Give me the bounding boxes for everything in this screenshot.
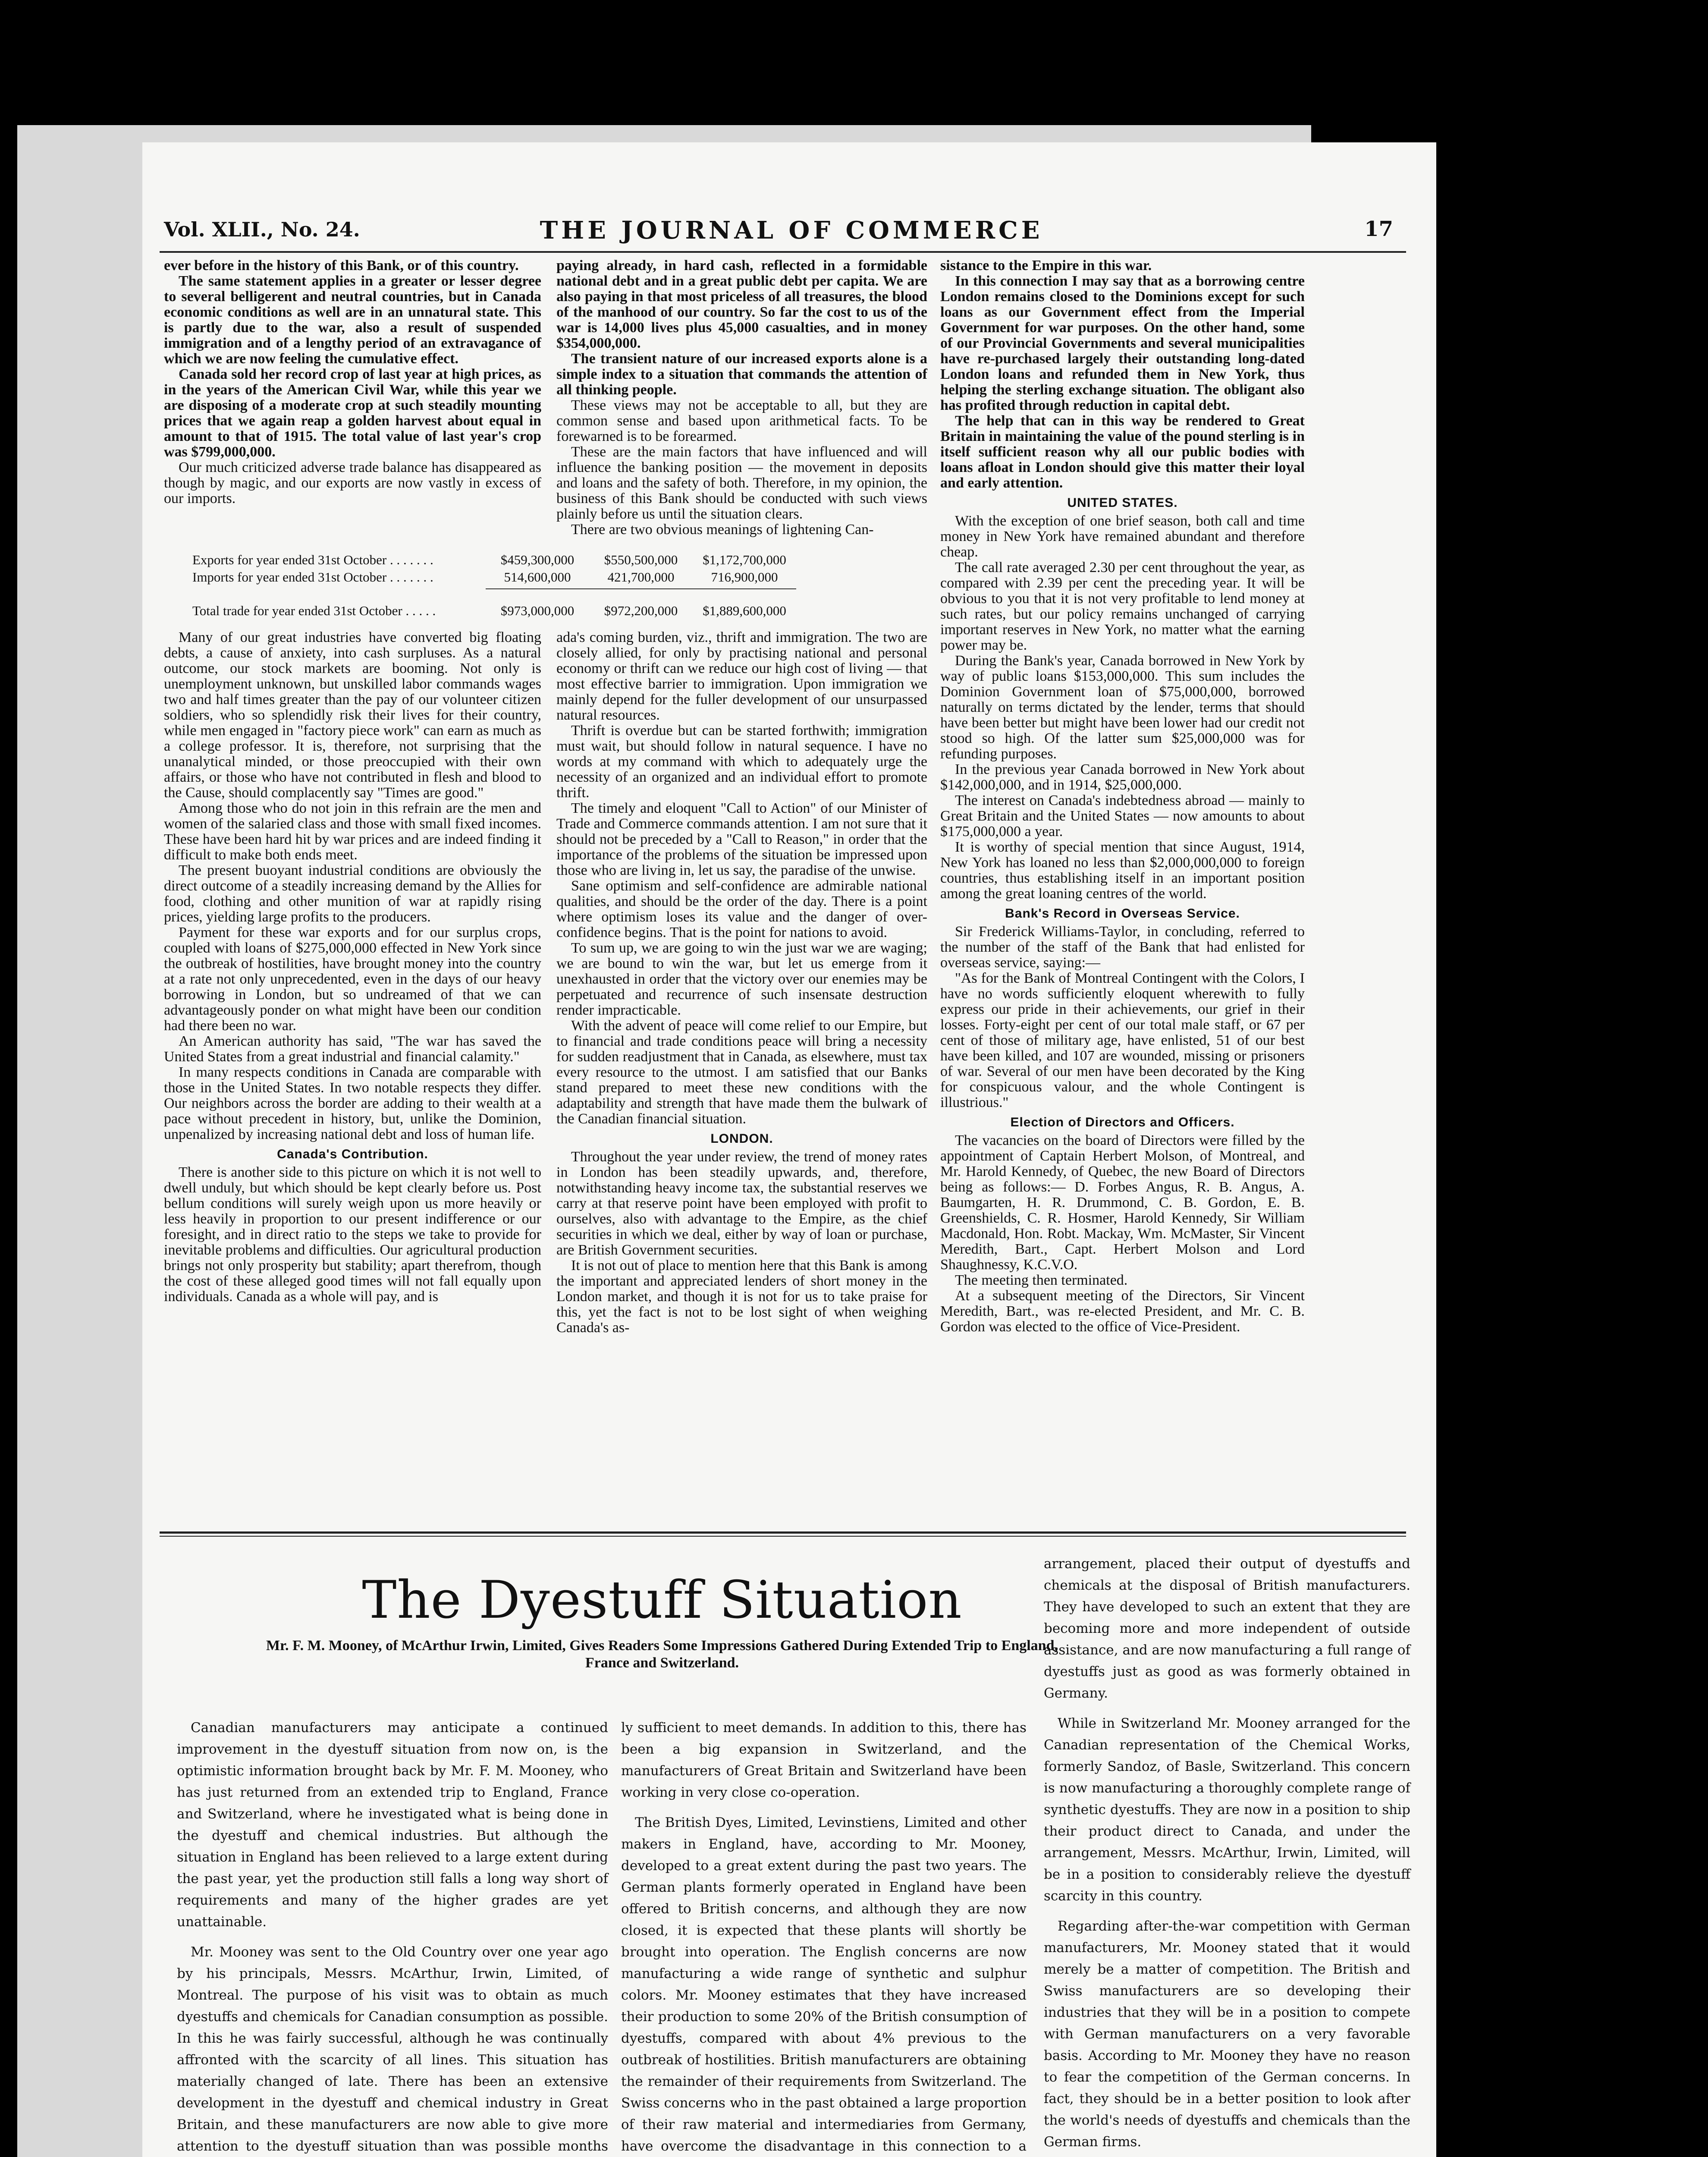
paragraph: The help that can in this way be rendered to Great Britain in maintaining the value of the pound sterling is in itself sufficient reason why all our public bodies with loans afloat in London should give this matter their loyal and early attention. xyxy=(940,413,1305,491)
paragraph: The British Dyes, Limited, Levinstiens, Limited and other makers in England, have, according to Mr. Mooney, developed to a great extent during the past two years. The German plants formerly operated in England have been offered to British concerns, and although they are now closed, it is expected that these plants will shortly be brought into operation. The English concerns are now manufacturing a wide range of synthetic and sulphur colors. Mr. Mooney estimates that they have increased their production to some 20% of the British consumption of dyestuffs, compared with about 4% previous to the outbreak of hostilities. British manufacturers are obtaining the remainder of their requirements from Switzerland. The Swiss concerns who in the past obtained a large proportion of their raw material and intermediaries from Germany, have overcome the disadvantage in this connection to a xyxy=(621,1815,1027,2154)
section-heading: Bank's Record in Overseas Service. xyxy=(1005,906,1240,921)
paragraph: Canadian manufacturers may anticipate a continued improvement in the dyestuff situation from now on, is the optimistic information brought back by Mr. F. M. Mooney, who has just returned from an extended trip to England, France and Switzerland, where he investigated what is being done in the dyestuff and chemical industries. But although the situation in England has been relieved to a large extent during the past year, yet the production still falls a long way short of requirements and many of the higher grades are yet unattainable. xyxy=(177,1720,608,1930)
paragraph: The call rate averaged 2.30 per cent throughout the year, as compared with 2.39 per cent the preceding year. It will be obvious to you that it is not very profitable to lend money at such rates, but our policy remains unchanged of carrying important reserves in New York, no matter what the earning power may be. xyxy=(940,560,1305,653)
paragraph: The timely and eloquent "Call to Action" of our Minister of Trade and Commerce commands attention. I am not sure that it should not be preceded by a "Call to Reason," in order that the importance of the problems of the situation be impressed upon those who are living in, let us say, the paradise of the unwise. xyxy=(556,800,927,878)
paragraph: arrangement, placed their output of dyestuffs and chemicals at the disposal of British manufacturers. They have developed to such an extent that they are becoming more and more independent of outside assistance, and are now manufacturing a full range of dyestuffs just as good as was formerly obtained in Germany. xyxy=(1044,1556,1410,1701)
article-column-3 xyxy=(1044,1553,1410,2157)
total-rule xyxy=(486,588,796,589)
paragraph: ada's coming burden, viz., thrift and immigration. The two are closely allied, for only by practising national and personal economy or thrift can we reduce our high cost of living — that most effective barrier to immigration. Upon immigration we mainly depend for the fuller development of our unsurpassed natural resources. xyxy=(556,629,927,723)
paragraph: Payment for these war exports and for our surplus crops, coupled with loans of $275,000,000 effected in New York since the outbreak of hostilities, have brought money into the country at a rate not only unprecedented, even in the days of our heavy borrowing in London, but so undreamed of that we can advantageously ponder on what might have been our condition had there been no war. xyxy=(164,924,541,1034)
paragraph: The present buoyant industrial conditions are obviously the direct outcome of a steadily increasing demand by the Allies for food, clothing and other munition of war at rapidly rising prices, yielding large profits to the producers. xyxy=(164,862,541,925)
paragraph: The same statement applies in a greater or lesser degree to several belligerent and neutral countries, but in Canada economic conditions as well are in an unnatural state. This is partly due to the war, also a result of suspended immigration and of a lengthy period of an extravagance of which we are now feeling the cumulative effect. xyxy=(164,273,541,367)
section-divider xyxy=(160,1536,1406,1537)
paragraph: The vacancies on the board of Directors were filled by the appointment of Captain Herbert Molson, of Montreal, and Mr. Harold Kennedy, of Quebec, the new Board of Directors being as follows:— D. Forbes Angus, R. B. Angus, A. Baumgarten, H. R. Drummond, C. B. Gordon, E. B. Greenshields, C. R. Hosmer, Harold Kennedy, Sir William Macdonald, Hon. Robt. Mackay, Wm. McMaster, Sir Vincent Meredith, Bart., Capt. Herbert Molson and Lord Shaughnessy, K.C.V.O. xyxy=(940,1132,1305,1273)
table-row xyxy=(192,569,926,586)
page-number: 17 xyxy=(1364,217,1393,241)
column-2-lower xyxy=(556,630,927,1336)
paragraph: Many of our great industries have converted big floating debts, a cause of anxiety, into cash surpluses. As a natural outcome, our stock markets are booming. Not only is unemployment unknown, but unskilled labor commands wages two and half times greater than the pay of our volunteer citizen soldiers, who so splendidly risk their lives for their country, while men engaged in "factory piece work" can earn as much as a college professor. It is, therefore, not surprising that the unanalytical minded, or those preoccupied with their own affairs, or those who have not contributed in flesh and blood to the Cause, should complacently say "Times are good." xyxy=(164,629,541,801)
article-subtitle: Mr. F. M. Mooney, of McArthur Irwin, Limited, Gives Readers Some Impressions Gathered During Extended Trip to England, France and Switzerland. xyxy=(266,1638,1058,1671)
paragraph: It is not out of place to mention here that this Bank is among the important and appreciated lenders of short money in the London market, and though it is not for us to take praise for this, yet the fact is not to be lost sight of when weighing Canada's as- xyxy=(556,1258,927,1336)
article-column-1 xyxy=(177,1717,608,2157)
paragraph: Our much criticized adverse trade balance has disappeared as though by magic, and our exports are now vastly in excess of our imports. xyxy=(164,459,541,506)
section-heading: UNITED STATES. xyxy=(1067,496,1178,510)
paragraph: Canada sold her record crop of last year at high prices, as in the years of the American Civil War, while this year we are disposing of a moderate crop at such steadily mounting prices that we again reap a golden harvest about equal in amount to that of 1915. The total value of last year's crop was $799,000,000. xyxy=(164,366,541,460)
paragraph: Sane optimism and self-confidence are admirable national qualities, and should be the order of the day. There is a point where optimism loses its value and the danger of over-confidence begins. That is the point for nations to avoid. xyxy=(556,878,927,940)
table-row xyxy=(192,551,926,569)
paragraph: Thrift is overdue but can be started forthwith; immigration must wait, but should follow in natural sequence. I have no words at my command with which to adequately urge the necessity of an organized and an individual effort to promote thrift. xyxy=(556,723,927,801)
journal-title: THE JOURNAL OF COMMERCE xyxy=(540,216,1043,245)
table-cell: $1,172,700,000 xyxy=(703,552,786,567)
paragraph: ever before in the history of this Bank, or of this country. xyxy=(164,258,519,274)
column-3 xyxy=(940,258,1305,1335)
section-heading: Canada's Contribution. xyxy=(277,1147,428,1161)
article-column-2 xyxy=(621,1717,1027,2157)
trade-table xyxy=(192,551,926,619)
paragraph: Mr. Mooney was sent to the Old Country over one year ago by his principals, Messrs. McArthur, Irwin, Limited, of Montreal. The purpose of his visit was to obtain as much dyestuffs and chemicals for Canadian consumption as possible. In this he was fairly successful, although he was continually affronted with the scarcity of all lines. This situation has materially changed of late. There has been an extensive development in the dyestuff and chemical industry in Great Britain, and these manufacturers are now able to give more attention to the dyestuff situation than was possible months xyxy=(177,1944,608,2154)
paragraph: With the advent of peace will come relief to our Empire, but to financial and trade conditions peace will bring a necessity for sudden readjustment that in Canada, as elsewhere, must tax every resource to the utmost. I am satisfied that our Banks stand prepared to meet these new conditions with the adaptability and strength that have made them the bulwark of the Canadian financial situation. xyxy=(556,1018,927,1127)
paragraph: The interest on Canada's indebtedness abroad — mainly to Great Britain and the United States — now amounts to about $175,000,000 a year. xyxy=(940,792,1305,840)
section-heading: LONDON. xyxy=(710,1132,773,1146)
column-1 xyxy=(164,258,541,506)
paragraph: ly sufficient to meet demands. In addition to this, there has been a big expansion in Switzerland, and the manufacturers of Great Britain and Switzerland have been working in very close co-operation. xyxy=(621,1720,1027,1800)
column-1-lower xyxy=(164,630,541,1305)
paragraph: During the Bank's year, Canada borrowed in New York by way of public loans $153,000,000. This sum includes the Dominion Government loan of $75,000,000, borrowed naturally on terms dictated by the lender, terms that should have been better but might have been lower had our credit not stood so high. Of the latter sum $25,000,000 was for refunding purposes. xyxy=(940,653,1305,762)
running-header xyxy=(164,218,1419,252)
paragraph: There is another side to this picture on which it is not well to dwell unduly, but which should be kept clearly before us. Post bellum conditions will surely weigh upon us more heavily or less heavily in proportion to our present indifference or our foresight, and in direct ratio to the steps we take to provide for inevitable problems and difficulties. Our agricultural production brings not only prosperity but stability; apart therefrom, though the cost of these alleged good times will not fall equally upon individuals. Canada as a whole will pay, and is xyxy=(164,1164,541,1305)
paragraph: Among those who do not join in this refrain are the men and women of the salaried class and those with small fixed incomes. These have been hard hit by war prices and are indeed finding it difficult to make both ends meet. xyxy=(164,800,541,863)
paragraph: At a subsequent meeting of the Directors, Sir Vincent Meredith, Bart., was re-elected President, and Mr. C. B. Gordon was elected to the office of Vice-President. xyxy=(940,1288,1305,1335)
volume-number: Vol. XLII., No. 24. xyxy=(164,218,360,241)
row-label: Imports for year ended 31st October . . . . . . . xyxy=(192,569,433,585)
table-row xyxy=(192,602,926,619)
section-heading: Election of Directors and Officers. xyxy=(1010,1115,1235,1129)
paragraph: In this connection I may say that as a borrowing centre London remains closed to the Dominions except for such loans as our Government effect from the Imperial Government for war purposes. On the other hand, some of our Provincial Governments and several municipalities have re-purchased largely their outstanding long-dated London loans and refunded them in New York, thus helping the sterling exchange situation. The obligant also has profited through reduction in capital debt. xyxy=(940,273,1305,413)
row-label: Total trade for year ended 31st October . . . . . xyxy=(192,603,436,618)
paragraph: An American authority has said, "The war has saved the United States from a great industrial and financial calamity." xyxy=(164,1033,541,1065)
paragraph: With the exception of one brief season, both call and time money in New York have remained abundant and therefore cheap. xyxy=(940,513,1305,560)
table-cell: $973,000,000 xyxy=(500,603,575,618)
table-cell: 716,900,000 xyxy=(711,569,778,585)
paragraph: Throughout the year under review, the trend of money rates in London has been steadily upwards, and, therefore, notwithstanding heavy income tax, the substantial reserves we carry at that reserve point have been employed with profit to ourselves, also with advantage to the Empire, as the chief securities in which we deal, either by way of loan or purchase, are British Government securities. xyxy=(556,1149,927,1258)
section-divider xyxy=(160,1531,1406,1534)
table-cell: $459,300,000 xyxy=(500,552,575,567)
paragraph: Regarding after-the-war competition with German manufacturers, Mr. Mooney stated that it would merely be a matter of competition. The British and Swiss manufacturers are so developing their industries that they will be in a position to compete with German manufacturers on a very favorable basis. According to Mr. Mooney they have no reason to fear the competition of the German concerns. In fact, they should be in a better position to look after the world's needs of dyestuffs and chemicals than the German firms. xyxy=(1044,1918,1410,2150)
paragraph: While in Switzerland Mr. Mooney arranged for the Canadian representation of the Chemical Works, formerly Sandoz, of Basle, Switzerland. This concern is now manufacturing a thoroughly complete range of synthetic dyestuffs. They are now in a position to ship their product direct to Canada, and under the arrangement, Messrs. McArthur, Irwin, Limited, will be in a position to considerably relieve the dyestuff scarcity in this country. xyxy=(1044,1716,1410,1904)
paragraph: There are two obvious meanings of lightening Can- xyxy=(571,522,874,538)
table-cell: $550,500,000 xyxy=(604,552,678,567)
paragraph: In the previous year Canada borrowed in New York about $142,000,000, and in 1914, $25,000,000. xyxy=(940,761,1305,793)
paragraph: These views may not be acceptable to all, but they are common sense and based upon arithmetical facts. To be forewarned is to be forearmed. xyxy=(556,397,927,444)
paragraph: "As for the Bank of Montreal Contingent with the Colors, I have no words sufficiently eloquent wherewith to fully express our pride in their achievements, our grief in their losses. Forty-eight per cent of our total male staff, or 67 per cent of those of military age, have enlisted, 51 of our best have been killed, and 107 are wounded, missing or prisoners of war. Several of our men have been decorated by the King for conspicuous valour, and the whole Contingent is illustrious." xyxy=(940,970,1305,1110)
header-rule xyxy=(160,251,1406,253)
paragraph: The meeting then terminated. xyxy=(955,1272,1128,1288)
article-title: The Dyestuff Situation xyxy=(362,1570,962,1630)
column-2 xyxy=(556,258,927,538)
paragraph: The transient nature of our increased exports alone is a simple index to a situation that commands the attention of all thinking people. xyxy=(556,351,927,398)
table-cell: $1,889,600,000 xyxy=(703,603,786,618)
paragraph: Sir Frederick Williams-Taylor, in concluding, referred to the number of the staff of the Bank that had enlisted for overseas service, saying:— xyxy=(940,924,1305,971)
newspaper-page xyxy=(142,142,1436,2157)
paragraph: These are the main factors that have influenced and will influence the banking position — the movement in deposits and loans and the safety of both. Therefore, in my opinion, the business of this Bank should be conducted with such views plainly before us until the situation clears. xyxy=(556,444,927,522)
table-cell: 514,600,000 xyxy=(504,569,571,585)
row-label: Exports for year ended 31st October . . . . . . . xyxy=(192,552,433,567)
paragraph: sistance to the Empire in this war. xyxy=(940,258,1152,274)
table-cell: $972,200,000 xyxy=(604,603,678,618)
paragraph: It is worthy of special mention that since August, 1914, New York has loaned no less than $2,000,000,000 to foreign countries, thus establishing itself in an important position among the great loaning centres of the world. xyxy=(940,839,1305,902)
table-cell: 421,700,000 xyxy=(607,569,675,585)
paragraph: To sum up, we are going to win the just war we are waging; we are bound to win the war, but let us emerge from it unexhausted in order that the victory over our enemies may be perpetuated and recurrence of such insensate destruction render impracticable. xyxy=(556,940,927,1018)
paragraph: In many respects conditions in Canada are comparable with those in the United States. In two notable respects they differ. Our neighbors across the border are adding to their wealth at a pace without precedent in history, but, unlike the Dominion, unpenalized by increasing national debt and loss of human life. xyxy=(164,1064,541,1142)
paragraph: paying already, in hard cash, reflected in a formidable national debt and in a great public debt per capita. We are also paying in that most priceless of all treasures, the blood of the manhood of our country. So far the cost to us of the war is 14,000 lives plus 45,000 casualties, and in money $354,000,000. xyxy=(556,258,927,351)
